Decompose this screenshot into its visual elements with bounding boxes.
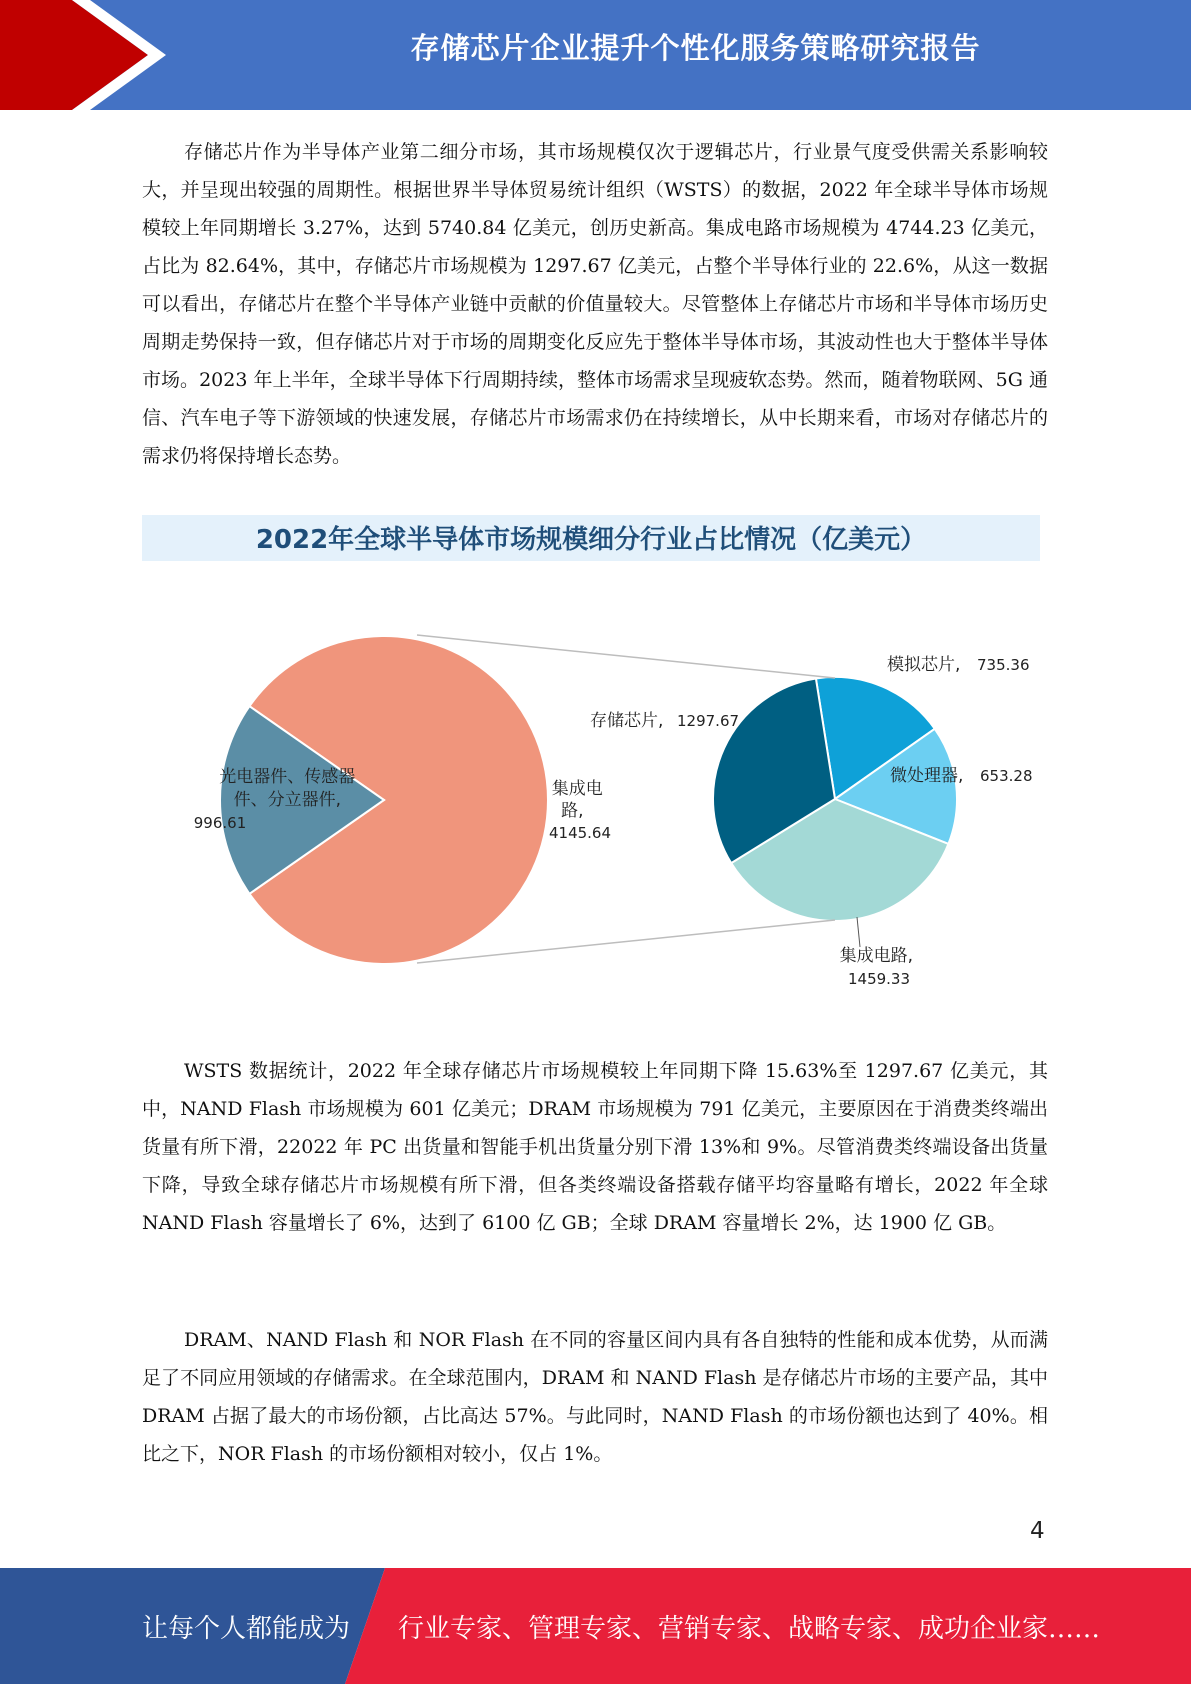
report-title: 存储芯片企业提升个性化服务策略研究报告 xyxy=(410,31,981,65)
label-main-opto-line1: 光电器件、传感器 xyxy=(219,767,356,787)
label-sub-micro xyxy=(890,766,1033,786)
footer-slogan-left: 让每个人都能成为 xyxy=(142,1614,351,1644)
label-sub-memory xyxy=(590,711,739,731)
header-red-arrow xyxy=(0,0,148,110)
label-sub-ic-value: 1459.33 xyxy=(847,970,911,988)
label-sub-memory-value: 1297.67 xyxy=(677,712,740,730)
paragraph-market-overview: 存储芯片作为半导体产业第二细分市场，其市场规模仅次于逻辑芯片，行业景气度受供需关系影响较大，并呈现出较强的周期性。根据世界半导体贸易统计组织（WSTS）的数据，2022 年全球半导体市场规模较上年同期增长 3.27%，达到 5740.84 亿美元，创历史新高。集成电路市场规模为 4744.23 亿美元，占比为 82.64%，其中，存储芯片市场规模为 1297.67 亿美元，占整个半导体行业的 22.6%，从这一数据可以看出，存储芯片在整个半导体产业链中贡献的价值量较大。尽管整体上存储芯片市场和半导体市场历史周期走势保持一致，但存储芯片对于市场的周期变化反应先于整体半导体市场，其波动性也大于整体半导体市场。2023 年上半年，全球半导体下行周期持续，整体市场需求呈现疲软态势。然而，随着物联网、5G 通信、汽车电子等下游领域的快速发展，存储芯片市场需求仍在持续增长，从中长期来看，市场对存储芯片的需求仍将保持增长态势。 xyxy=(142,141,1048,467)
label-sub-ic xyxy=(840,946,919,988)
label-main-ic-line2: 路, xyxy=(561,801,584,821)
paragraph-memory-types: DRAM、NAND Flash 和 NOR Flash 在不同的容量区间内具有各自独特的性能和成本优势，从而满足了不同应用领域的存储需求。在全球范围内，DRAM 和 NAND Flash 是存储芯片市场的主要产品，其中 DRAM 占据了最大的市场份额，占比高达 57%。与此同时，NAND Flash 的市场份额也达到了 40%。相比之下，NOR Flash 的市场份额相对较小，仅占 1%。 xyxy=(142,1329,1048,1465)
label-main-ic xyxy=(549,779,611,842)
label-main-ic-line1: 集成电 xyxy=(551,779,603,799)
paragraph-memory-market: WSTS 数据统计，2022 年全球存储芯片市场规模较上年同期下降 15.63%至 1297.67 亿美元，其中，NAND Flash 市场规模为 601 亿美元；DRAM 市场规模为 791 亿美元，主要原因在于消费类终端出货量有所下滑，22022 年 PC 出货量和智能手机出货量分别下滑 13%和 9%。尽管消费类终端设备出货量下降，导致全球存储芯片市场规模有所下滑，但各类终端设备搭载存储平均容量略有增长，2022 年全球 NAND Flash 容量增长了 6%，达到了 6100 亿 GB；全球 DRAM 容量增长 2%，达 1900 亿 GB。 xyxy=(142,1060,1048,1234)
label-sub-analog-name: 模拟芯片, xyxy=(887,655,961,675)
label-sub-memory-name: 存储芯片, xyxy=(590,711,664,731)
market-share-chart xyxy=(142,515,1040,1000)
label-sub-ic-name: 集成电路, xyxy=(839,946,913,966)
report-footer xyxy=(0,1568,1191,1684)
label-main-opto-value: 996.61 xyxy=(193,814,247,832)
pie-of-pie-chart xyxy=(142,515,1040,1000)
label-sub-analog-value: 735.36 xyxy=(977,656,1030,674)
label-main-opto-line2: 件、分立器件, xyxy=(233,790,341,810)
chart-title: 2022年全球半导体市场规模细分行业占比情况（亿美元） xyxy=(255,525,927,555)
footer-slogan-right: 行业专家、管理专家、营销专家、战略专家、成功企业家…… xyxy=(398,1614,1101,1644)
label-main-ic-value: 4145.64 xyxy=(548,824,612,842)
leader-line-sub-ic xyxy=(857,917,860,947)
page-number: 4 xyxy=(1030,1518,1045,1544)
label-sub-analog xyxy=(887,655,1030,675)
label-sub-micro-name: 微处理器, xyxy=(890,766,964,786)
report-header xyxy=(0,0,1191,110)
label-sub-micro-value: 653.28 xyxy=(980,767,1033,785)
